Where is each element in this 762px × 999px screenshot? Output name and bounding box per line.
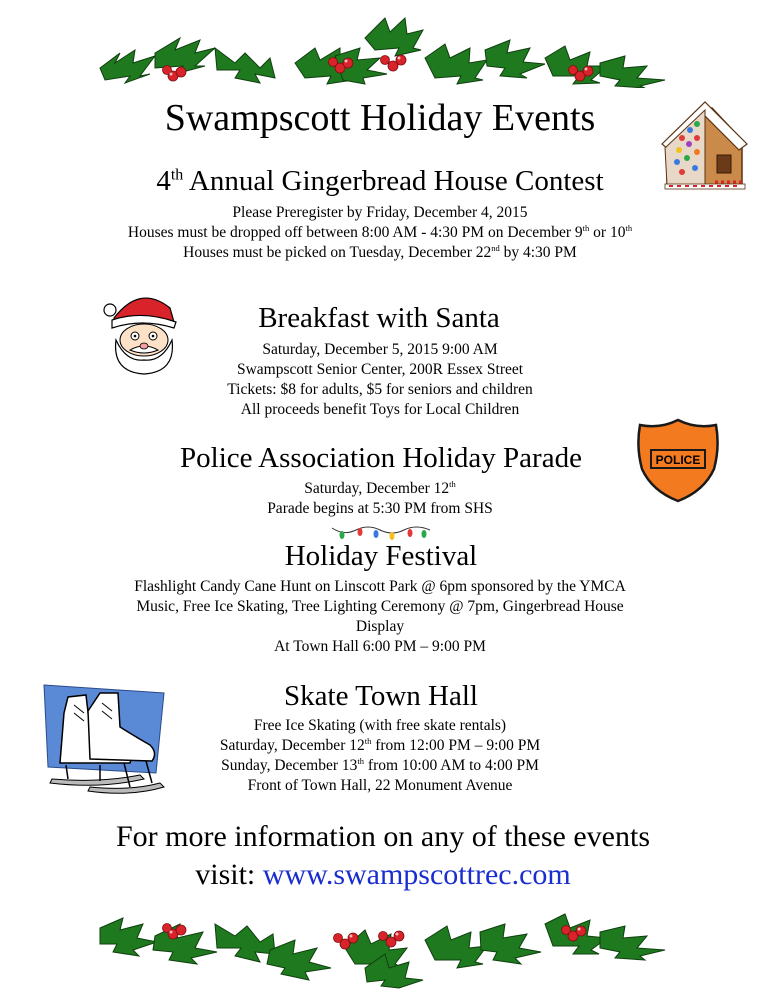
festival-heading: Holiday Festival (284, 540, 478, 572)
heading-text: Annual Gingerbread House Contest (183, 165, 604, 197)
pickup-text: Houses must be picked on Tuesday, December 22 (183, 244, 492, 261)
parade-date-sup: th (449, 478, 456, 489)
skate-heading: Skate Town Hall (284, 680, 478, 712)
gingerbread-details (0, 203, 761, 263)
dropoff-sup1: th (582, 222, 590, 233)
skate-saturday-time: from 12:00 PM – 9:00 PM (371, 737, 541, 754)
gingerbread-heading (0, 164, 761, 198)
pickup-sup: nd (491, 242, 500, 253)
skate-saturday-line (0, 736, 761, 756)
heading-ordinal-suffix: th (170, 166, 184, 184)
holly-garland-bottom-icon (95, 888, 685, 992)
parade-details (0, 479, 761, 519)
footer-info-line: For more information on any of these events (115, 820, 651, 853)
skate-saturday-text: Saturday, December 12 (219, 737, 365, 754)
breakfast-tickets-line: Tickets: $8 for adults, $5 for seniors and children (227, 381, 533, 398)
skate-sunday-line (0, 756, 761, 776)
holly-garland-top-icon (95, 8, 685, 88)
breakfast-location-line: Swampscott Senior Center, 200R Essex Street (236, 361, 524, 378)
breakfast-proceeds-line: All proceeds benefit Toys for Local Children (240, 401, 520, 418)
heading-ordinal: 4 (156, 165, 171, 197)
dropoff-sup2: th (625, 222, 633, 233)
parade-heading: Police Association Holiday Parade (180, 442, 582, 474)
skate-sunday-time: from 10:00 AM to 4:00 PM (364, 757, 539, 774)
skate-saturday-sup: th (364, 735, 372, 746)
parade-time-line: Parade begins at 5:30 PM from SHS (267, 500, 493, 517)
festival-activities-line: Music, Free Ice Skating, Tree Lighting Ceremony @ 7pm, Gingerbread House (136, 598, 624, 615)
skate-details (0, 716, 761, 796)
dropoff-text: Houses must be dropped off between 8:00 AM - 4:30 PM on December 9 (127, 224, 583, 241)
dropoff-text-b: or 10 (589, 224, 626, 241)
festival-details (0, 577, 761, 657)
police-badge-text: POLICE (655, 453, 701, 467)
breakfast-details (0, 340, 761, 420)
website-link[interactable]: www.swampscottrec.com (262, 858, 571, 891)
gingerbread-preregister-line: Please Preregister by Friday, December 4, 2015 (232, 204, 528, 221)
breakfast-heading: Breakfast with Santa (258, 302, 500, 334)
gingerbread-pickup-line (0, 243, 761, 263)
gingerbread-dropoff-line (0, 223, 761, 243)
skate-sunday-text: Sunday, December 13 (221, 757, 358, 774)
page-title: Swampscott Holiday Events (164, 97, 596, 139)
footer-info (2, 818, 762, 894)
festival-display-line: Display (355, 618, 405, 635)
parade-date-text: Saturday, December 12 (304, 480, 450, 497)
skate-sunday-sup: th (357, 755, 365, 766)
skate-location-line: Front of Town Hall, 22 Monument Avenue (247, 777, 513, 794)
pickup-text-b: by 4:30 PM (499, 244, 577, 261)
breakfast-date-line: Saturday, December 5, 2015 9:00 AM (262, 341, 498, 358)
footer-visit-label: visit: (195, 858, 263, 891)
parade-date-line (0, 479, 761, 499)
festival-time-line: At Town Hall 6:00 PM – 9:00 PM (274, 638, 486, 655)
skate-free-line: Free Ice Skating (with free skate rentals) (253, 717, 507, 734)
festival-candy-cane-line: Flashlight Candy Cane Hunt on Linscott Park @ 6pm sponsored by the YMCA (134, 578, 626, 595)
